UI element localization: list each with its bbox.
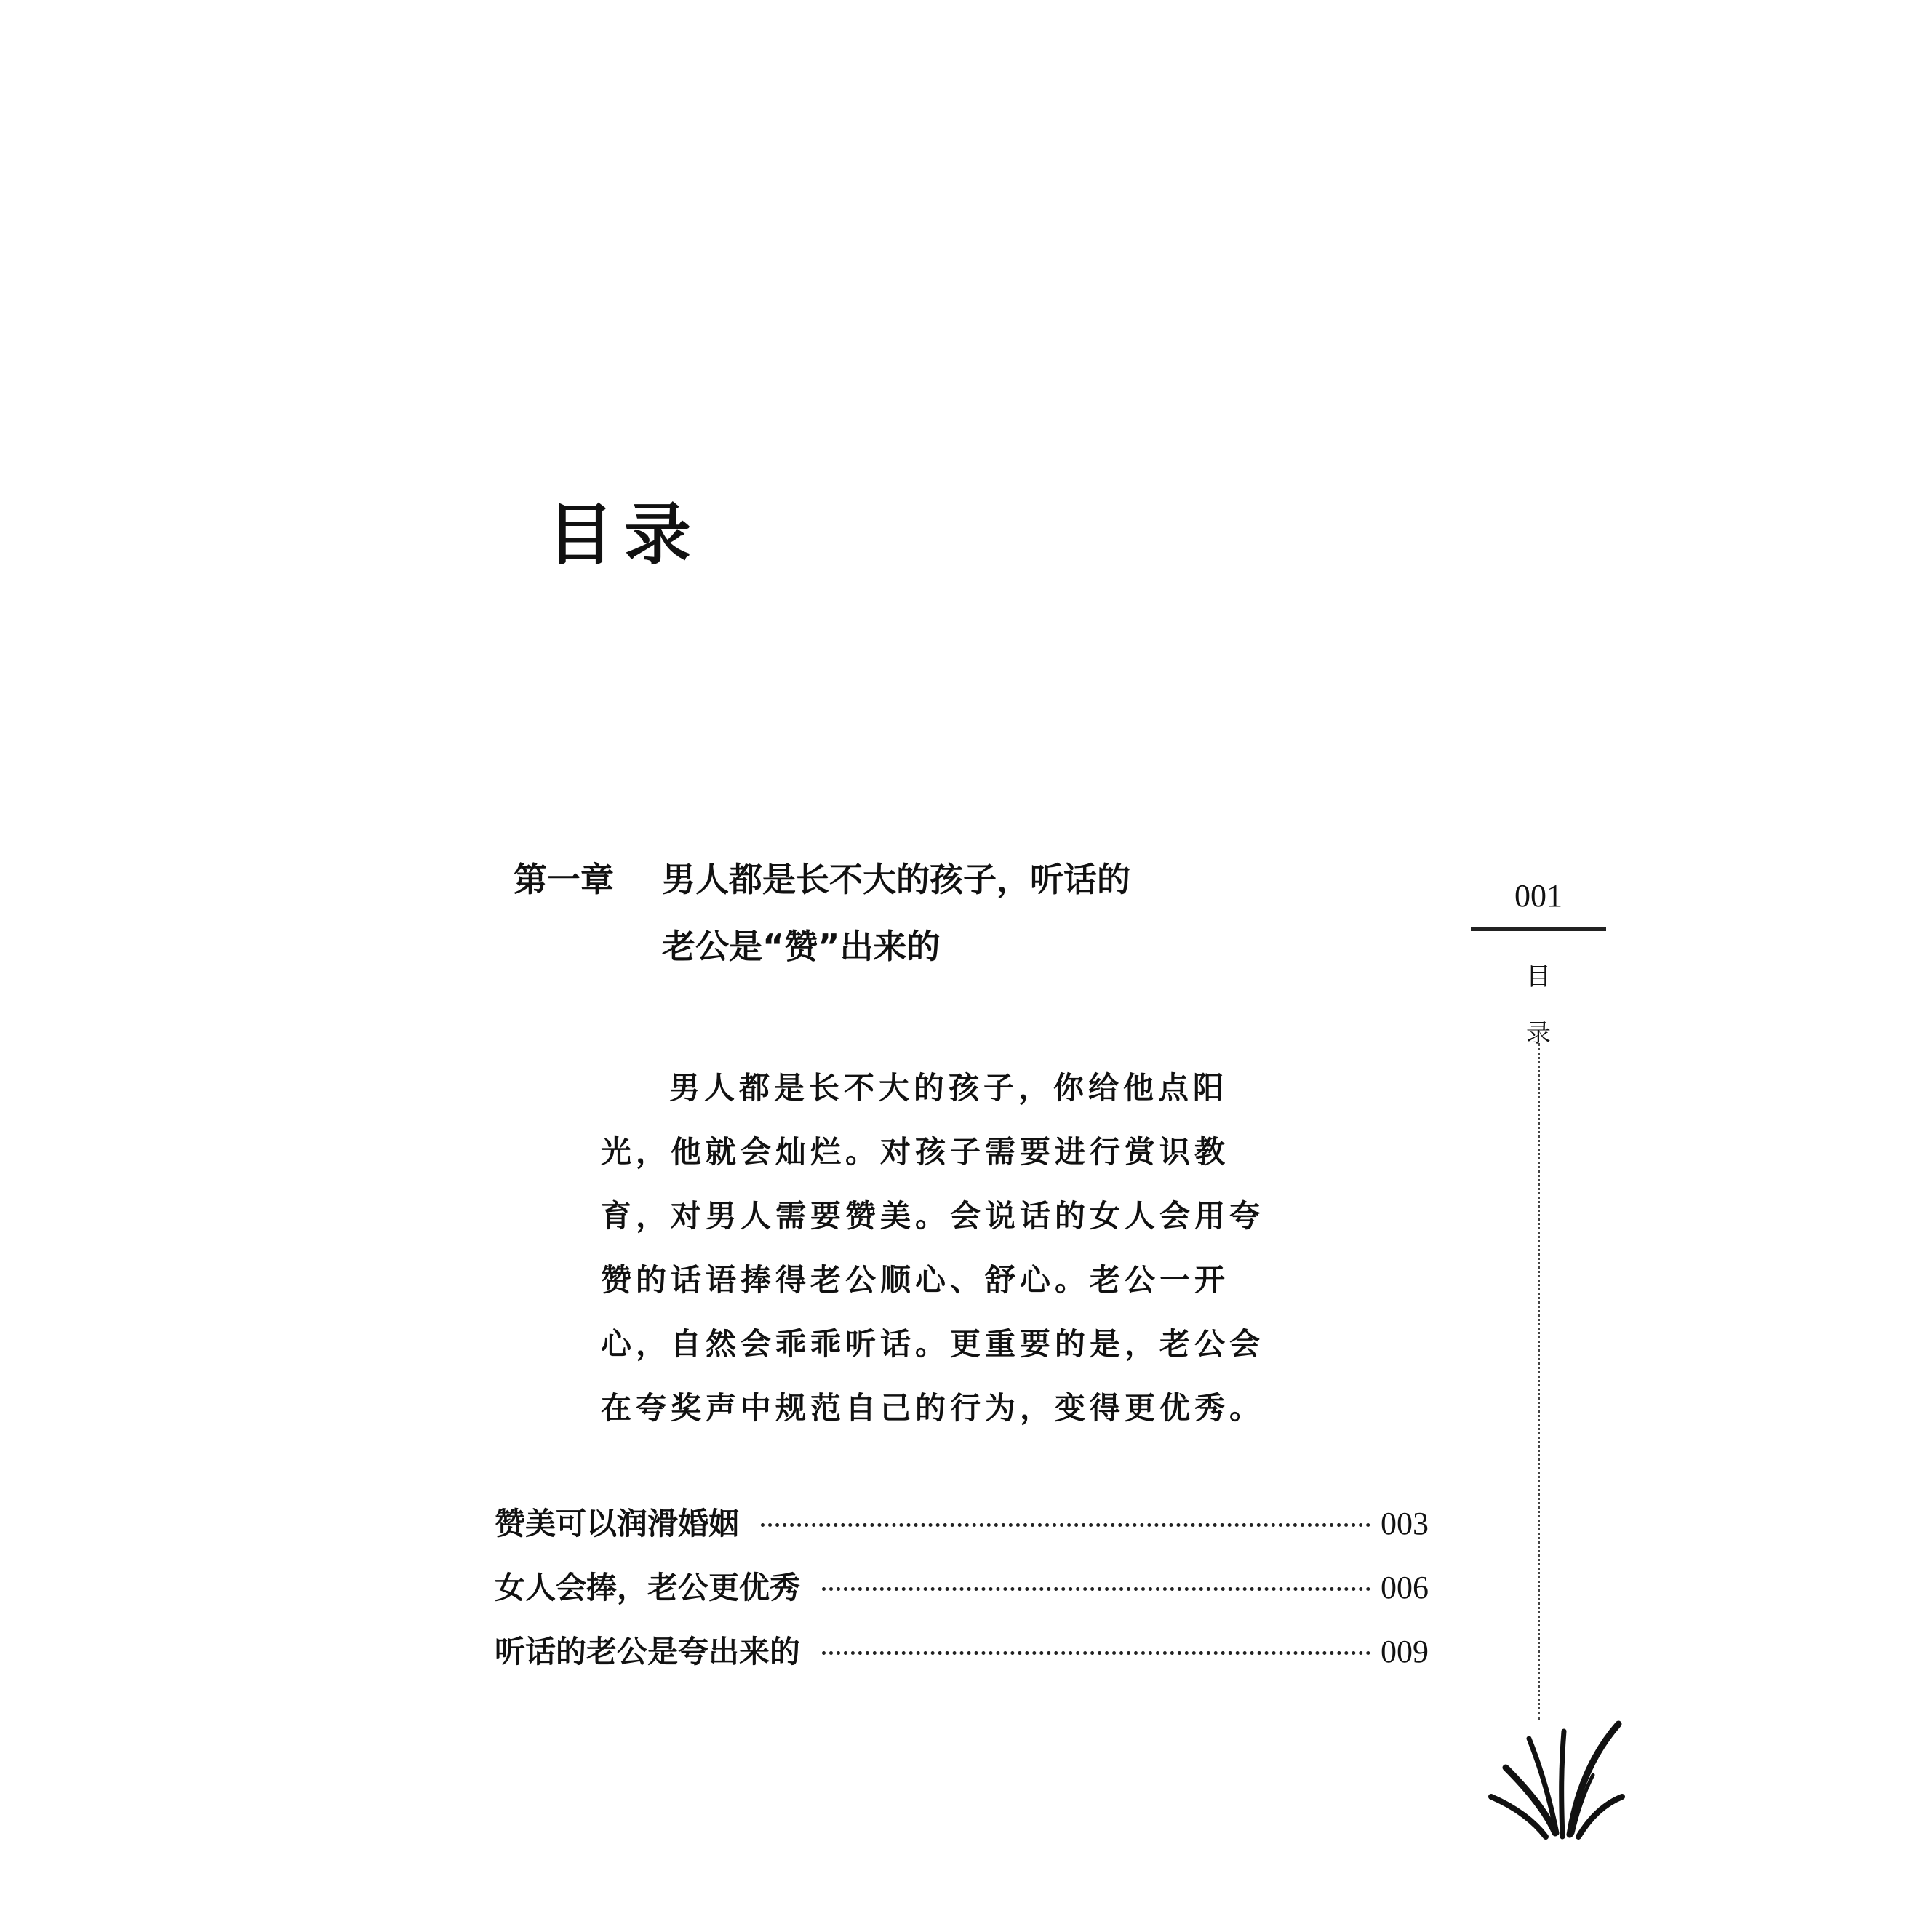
margin-label-char: 目 — [1526, 962, 1551, 991]
chapter-label: 第一章 — [514, 860, 614, 899]
margin-page-number: 001 — [1514, 878, 1562, 914]
margin-dotted-line — [1538, 1043, 1540, 1720]
intro-line: 在夸奖声中规范自己的行为，变得更优秀。 — [601, 1390, 1265, 1426]
toc-entry-title: 听话的老公是夸出来的 — [495, 1634, 801, 1669]
page-title: 目录 — [547, 496, 702, 574]
toc-entry-page: 006 — [1381, 1570, 1429, 1605]
margin-label-char: 录 — [1526, 1019, 1551, 1048]
margin-rule — [1471, 927, 1606, 931]
chapter-title-line-2: 老公是“赞”出来的 — [662, 927, 941, 966]
chapter-title-line-1: 男人都是长不大的孩子，听话的 — [662, 860, 1130, 899]
toc-dot-leader — [822, 1587, 1370, 1591]
chapter-intro — [601, 1056, 1265, 1440]
chapter-title — [662, 846, 1229, 980]
toc-entry-page: 009 — [1381, 1634, 1429, 1669]
toc-entry[interactable] — [495, 1628, 1429, 1692]
toc-entry[interactable] — [495, 1564, 1429, 1628]
toc-dot-leader — [822, 1651, 1370, 1655]
intro-line: 赞的话语捧得老公顺心、舒心。老公一开 — [601, 1262, 1230, 1298]
toc-entry[interactable] — [495, 1500, 1429, 1564]
toc-entry-page: 003 — [1381, 1506, 1429, 1541]
intro-line: 光，他就会灿烂。对孩子需要进行赏识教 — [601, 1134, 1230, 1170]
intro-line: 心，自然会乖乖听话。更重要的是，老公会 — [601, 1326, 1265, 1362]
toc-entry-title: 女人会捧，老公更优秀 — [495, 1570, 801, 1605]
grass-icon — [1477, 1717, 1629, 1840]
toc-list — [495, 1500, 1429, 1692]
toc-dot-leader — [761, 1523, 1370, 1527]
toc-entry-title: 赞美可以润滑婚姻 — [495, 1506, 740, 1541]
intro-line: 男人都是长不大的孩子，你给他点阳 — [669, 1070, 1229, 1106]
intro-line: 育，对男人需要赞美。会说话的女人会用夸 — [601, 1198, 1265, 1234]
